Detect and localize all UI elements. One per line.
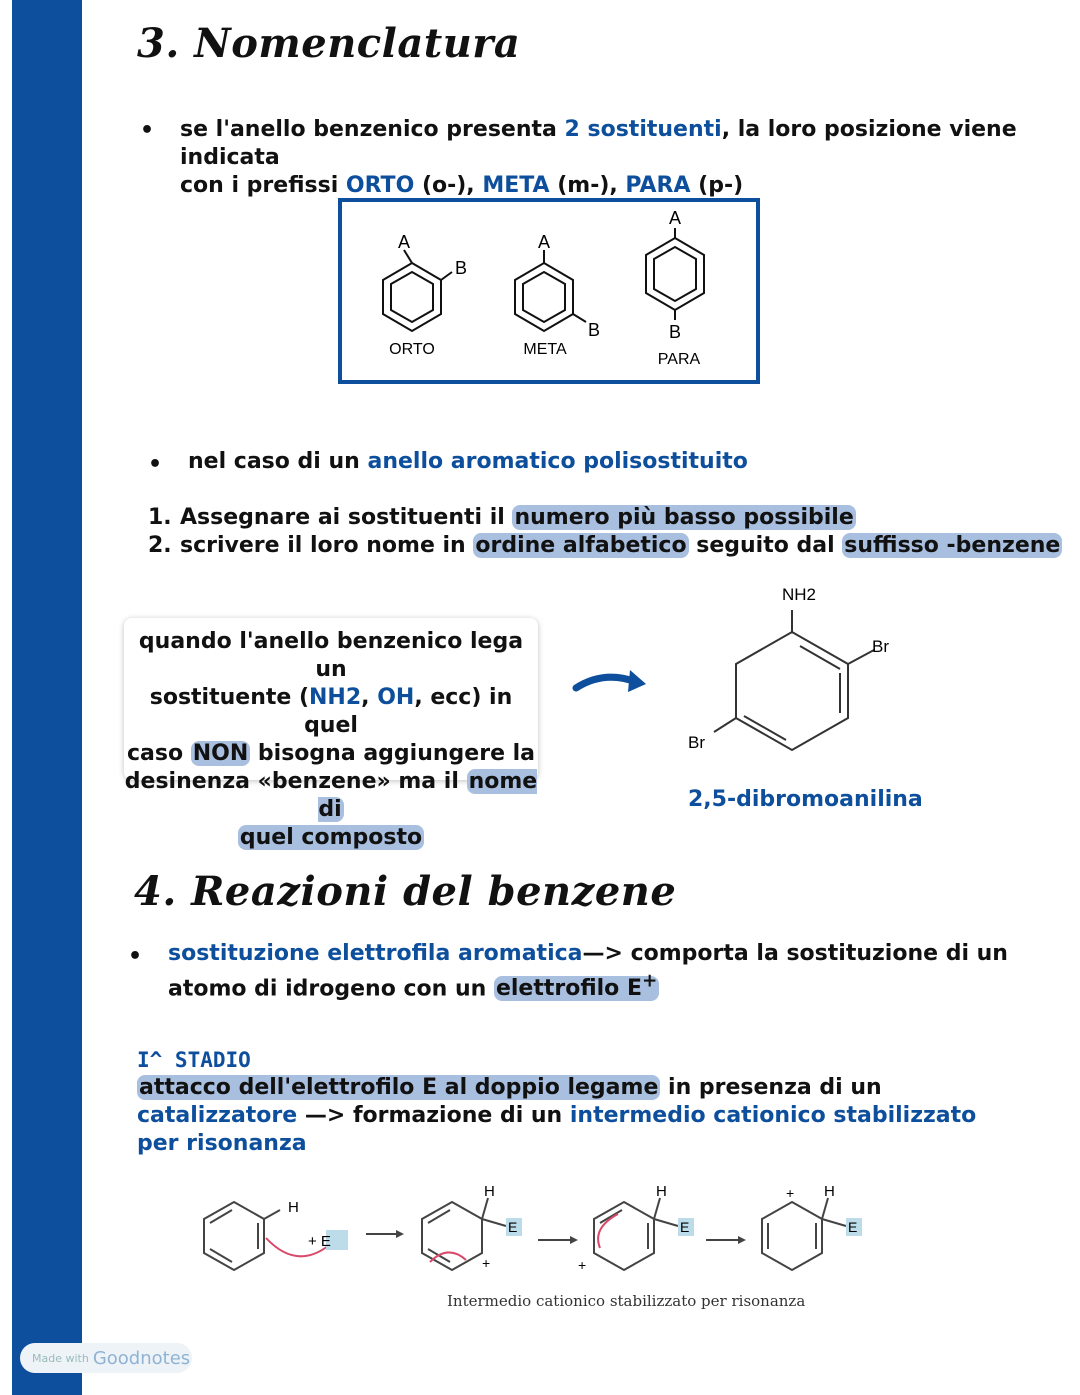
text: —> comporta la sostituzione di un: [582, 941, 1008, 966]
substitution-figure: [338, 198, 760, 384]
callout-line: [124, 684, 538, 740]
text: desinenza «benzene» ma il: [124, 769, 467, 794]
para-label: PARA: [657, 351, 701, 368]
term-meta: META: [482, 173, 550, 198]
highlight: suffisso -benzene: [844, 533, 1061, 558]
callout-line: [124, 740, 538, 768]
reaction-caption: Intermedio cationico stabilizzato per risonanza: [447, 1292, 806, 1310]
highlight: ordine alfabetico: [475, 533, 687, 558]
text: se l'anello benzenico presenta: [180, 117, 565, 142]
bullet-dot: •: [128, 944, 143, 969]
h-label: H: [288, 1199, 299, 1216]
dibromoanilina-structure: [680, 578, 920, 768]
highlight: numero più basso possibile: [514, 505, 854, 530]
orto-meta-para-diagram: [342, 202, 756, 380]
made-with-label: Made with: [32, 1351, 89, 1365]
text: seguito dal: [688, 533, 843, 558]
callout-line: [124, 824, 538, 852]
orto-label: ORTO: [389, 341, 435, 358]
h-label: H: [656, 1183, 667, 1200]
nh2-label: NH2: [782, 585, 817, 604]
bullet-sostituzione: [168, 940, 1048, 1003]
meta-label: META: [523, 341, 567, 358]
text: con i prefissi: [180, 173, 346, 198]
h-label: H: [484, 1183, 495, 1200]
plus-label: +: [786, 1185, 795, 1201]
callout-line: [124, 768, 538, 824]
e-label: E: [680, 1219, 690, 1235]
term-sostituenti: 2 sostituenti: [564, 117, 722, 142]
highlight: attacco dell'elettrofilo E al doppio legame: [139, 1075, 659, 1100]
highlight: [494, 971, 659, 1002]
step-1: [148, 504, 856, 532]
term-sostituzione: sostituzione elettrofila aromatica: [168, 941, 583, 966]
h-label: H: [824, 1183, 835, 1200]
text: Assegnare ai sostituenti il: [180, 505, 513, 530]
bullet-dot: •: [140, 118, 155, 143]
para-sub-a: A: [668, 208, 682, 228]
superscript: +: [641, 971, 658, 992]
step-number: 1.: [148, 505, 172, 530]
text: ,: [361, 685, 378, 710]
text: —> formazione di un: [297, 1103, 570, 1128]
stage-description: [137, 1074, 1017, 1158]
text: , ecc) in quel: [304, 685, 513, 738]
sidebar-bar: [12, 0, 82, 1395]
text: (o-),: [414, 173, 483, 198]
term-para: PARA: [625, 173, 691, 198]
e-label: E: [848, 1219, 858, 1235]
step-number: 2.: [148, 533, 172, 558]
text: scrivere il loro nome in: [180, 533, 474, 558]
text: bisogna aggiungere la: [250, 741, 536, 766]
text: nel caso di un: [188, 449, 368, 474]
term-catalizzatore: catalizzatore: [137, 1103, 298, 1128]
bullet-dot: •: [148, 452, 163, 477]
term-polisostituito: anello aromatico polisostituito: [367, 449, 748, 474]
term-oh: OH: [377, 685, 415, 710]
stadio-label: I^ STADIO: [137, 1048, 251, 1072]
text: in presenza di un: [660, 1075, 882, 1100]
meta-sub-b: B: [588, 320, 601, 340]
term-nh2: NH2: [309, 685, 362, 710]
term-risonanza: per risonanza: [137, 1131, 307, 1156]
orto-sub-b: B: [455, 258, 468, 278]
goodnotes-watermark: [20, 1343, 192, 1373]
term-orto: ORTO: [345, 173, 415, 198]
reaction-scheme: [196, 1178, 876, 1288]
text: caso: [126, 741, 191, 766]
text: , la loro posizione viene indicata: [180, 117, 1017, 170]
text: (m-),: [549, 173, 626, 198]
arrow-icon: [570, 664, 650, 700]
plus-label: +: [482, 1255, 491, 1271]
callout-line: quando l'anello benzenico lega un: [138, 629, 524, 682]
highlight: quel composto: [239, 825, 423, 850]
br-label-2: Br: [688, 733, 705, 752]
electrophile-label: + E: [308, 1233, 331, 1250]
text: atomo di idrogeno con un: [168, 976, 494, 1002]
e-label: E: [508, 1219, 518, 1235]
text: elettrofilo E: [495, 976, 642, 1002]
para-sub-b: B: [668, 322, 682, 342]
text: (p-): [690, 173, 744, 198]
term-intermedio: intermedio cationico stabilizzato: [569, 1103, 977, 1128]
compound-name: 2,5-dibromoanilina: [688, 787, 923, 812]
step-2: [148, 532, 1062, 560]
section-3-title: 3. Nomenclatura: [137, 20, 521, 67]
callout-box: [124, 618, 538, 850]
text: sostituente (: [149, 685, 310, 710]
orto-sub-a: A: [397, 232, 411, 252]
plus-label: +: [578, 1257, 587, 1273]
highlight: NON: [192, 741, 249, 766]
meta-sub-a: A: [537, 232, 551, 252]
br-label-1: Br: [872, 637, 889, 656]
section-4-title: 4. Reazioni del benzene: [134, 868, 677, 915]
bullet-sostituenti: [180, 116, 1060, 200]
highlight: nome di: [318, 769, 538, 822]
goodnotes-logo: Goodnotes: [92, 1347, 191, 1369]
bullet-polisostituito: [188, 448, 748, 476]
